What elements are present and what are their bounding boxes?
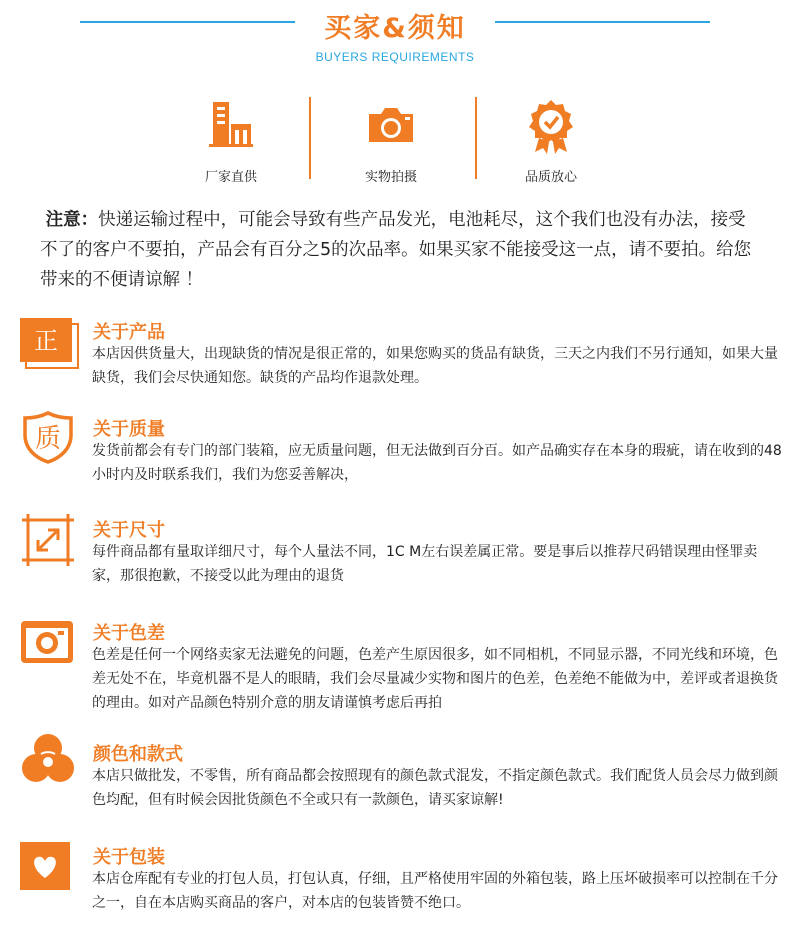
- section-title-size: 关于尺寸: [93, 520, 165, 541]
- section-title-quality: 关于质量: [93, 419, 165, 440]
- heart-icon: [20, 842, 72, 892]
- notice-prefix: 注意：: [45, 210, 99, 230]
- page-title: 买家&须知: [324, 13, 466, 44]
- section-title-package: 关于包装: [93, 847, 165, 868]
- zheng-icon-text: 正: [34, 327, 58, 355]
- feature-camera: [331, 98, 451, 150]
- size-icon: [20, 512, 76, 568]
- notice-text: [40, 205, 760, 295]
- feature-divider-1: [309, 97, 311, 179]
- zheng-icon: [20, 318, 80, 372]
- color-circles-icon: [20, 732, 76, 786]
- quality-shield-icon: [20, 409, 76, 465]
- feature-label-quality: 品质放心: [524, 170, 577, 185]
- section-body-color-style: 本店只做批发，不零售，所有商品都会按照现有的颜色款式混发，不指定颜色款式。我们配货人员会尽力做到颜色均配，但有时候会因批货颜色不全或只有一款颜色，请买家谅解!: [92, 768, 778, 808]
- section-body-package: 本店仓库配有专业的打包人员，打包认真，仔细，且严格使用牢固的外箱包装，路上压坏破损率可以控制在千分之一，自在本店购买商品的客户，对本店的包装皆赞不绝口。: [92, 871, 778, 911]
- section-body-quality: 发货前都会有专门的部门装箱，应无质量问题，但无法做到百分百。如产品确实存在本身的瑕疵，请在收到的48小时内及时联系我们，我们为您妥善解决，: [92, 443, 782, 483]
- factory-icon: [205, 98, 257, 150]
- feature-divider-2: [475, 97, 477, 179]
- feature-factory: [171, 98, 291, 150]
- section-body-product: 本店因供货量大，出现缺货的情况是很正常的，如果您购买的货品有缺货，三天之内我们不另行通知，如果大量缺货，我们会尽快通知您。缺货的产品均作退款处理。: [92, 346, 778, 386]
- camera-icon: [365, 98, 417, 150]
- camera-icon: [20, 618, 74, 668]
- section-title-product: 关于产品: [93, 322, 165, 343]
- page-subtitle: BUYERS REQUIREMENTS: [315, 50, 475, 64]
- section-body-color-diff: 色差是任何一个网络卖家无法避免的问题，色差产生原因很多，如不同相机，不同显示器，不同光线和环境，色差无处不在，毕竟机器不是人的眼睛，我们会尽量减少实物和图片的色差，色差绝不能做为中，差评或者退换货的理由。如对产品颜色特别介意的朋友请谨慎考虑后再拍: [92, 647, 778, 711]
- feature-label-camera: 实物拍摄: [364, 170, 417, 185]
- feature-quality: [491, 98, 611, 154]
- section-title-color-style: 颜色和款式: [93, 744, 183, 765]
- quality-badge-icon: [525, 98, 577, 154]
- section-body-size: 每件商品都有量取详细尺寸，每个人量法不同，1C M左右误差属正常。要是事后以推荐尺码错误理由怪罪卖家，那很抱歉，不接受以此为理由的退货: [92, 544, 758, 584]
- notice-body: 快递运输过程中，可能会导致有些产品发光，电池耗尽，这个我们也没有办法，接受不了的客户不要拍，产品会有百分之5的次品率。如果买家不能接受这一点，请不要拍。给您带来的不便请谅解 ！: [40, 210, 752, 290]
- feature-label-factory: 厂家直供: [204, 170, 257, 185]
- section-title-color-diff: 关于色差: [93, 623, 165, 644]
- quality-shield-text: 质: [34, 424, 62, 454]
